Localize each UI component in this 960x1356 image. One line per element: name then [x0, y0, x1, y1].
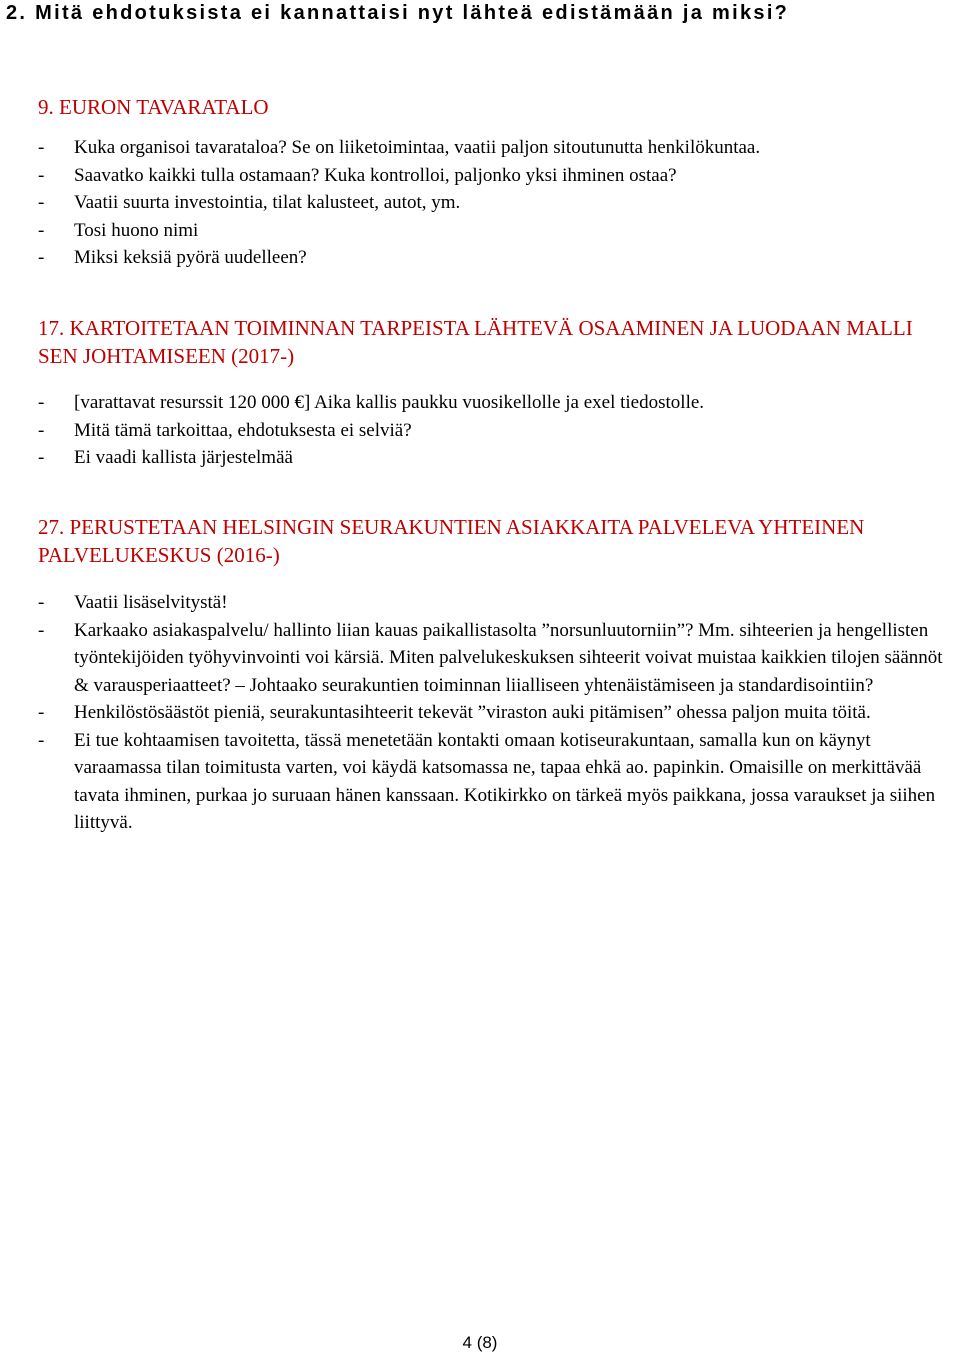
section-17-list	[38, 389, 958, 472]
list-item: - Vaatii lisäselvitystä!	[38, 592, 228, 613]
list-item: - [varattavat resurssit 120 000 €] Aika kallis paukku vuosikellolle ja exel tiedostolle.	[38, 392, 705, 413]
section-27-list	[38, 589, 958, 837]
list-item: - Vaatii suurta investointia, tilat kalusteet, autot, ym.	[38, 192, 461, 213]
list-item: - Miksi keksiä pyörä uudelleen?	[38, 247, 307, 268]
list-item: - Kuka organisoi tavarataloa? Se on liiketoimintaa, vaatii paljon sitoutunutta henkilökuntaa.	[38, 137, 761, 158]
list-item: - Ei vaadi kallista järjestelmää	[38, 447, 293, 468]
list-item: - Karkaako asiakaspalvelu/ hallinto liian kauas paikallistasolta ”norsunluutorniin”? Mm. sihteerien ja hengellisten työntekijöiden työhyvinvointi voi kärsiä. Miten palvelukeskuksen sihteerit voivat muistaa kaikkien tilojen säännöt & varausperiaatteet? – Johtaako seurakuntien toiminnan liialliseen yhtenäistämiseen ja standardisointiin?	[38, 619, 943, 696]
list-item: - Tosi huono nimi	[38, 219, 199, 241]
section-9-list	[38, 134, 958, 272]
list-item: - Mitä tämä tarkoittaa, ehdotuksesta ei selviä?	[38, 419, 412, 441]
list-item: - Ei tue kohtaamisen tavoitetta, tässä menetetään kontakti omaan kotiseurakuntaan, samalla kun on käynyt varaamassa tilan toimitusta varten, voi käydä katsomassa ne, tapaa ehkä ao. papinkin. Omaisille on merkittävää tavata ihminen, purkaa jo suruaan hänen kanssaan. Kotikirkko on tärkeä myös paikkana, jossa varaukset ja siihen liittyvä.	[38, 729, 936, 833]
section-title-17: 17. KARTOITETAAN TOIMINNAN TARPEISTA LÄHTEVÄ OSAAMINEN JA LUODAAN MALLI SEN JOHTAMISEEN (2017-)	[38, 316, 913, 368]
list-item: - Saavatko kaikki tulla ostamaan? Kuka kontrolloi, paljonko yksi ihminen ostaa?	[38, 164, 677, 186]
section-title-9: 9. EURON TAVARATALO	[38, 95, 269, 119]
list-item: - Henkilöstösäästöt pieniä, seurakuntasihteerit tekevät ”viraston auki pitämisen” ohessa paljon muita töitä.	[38, 702, 871, 723]
document-heading: 2. Mitä ehdotuksista ei kannattaisi nyt lähteä edistämään ja miksi?	[6, 2, 790, 24]
section-title-27: 27. PERUSTETAAN HELSINGIN SEURAKUNTIEN ASIAKKAITA PALVELEVA YHTEINEN PALVELUKESKUS (2016-)	[38, 515, 865, 567]
page-number: 4 (8)	[462, 1333, 498, 1352]
